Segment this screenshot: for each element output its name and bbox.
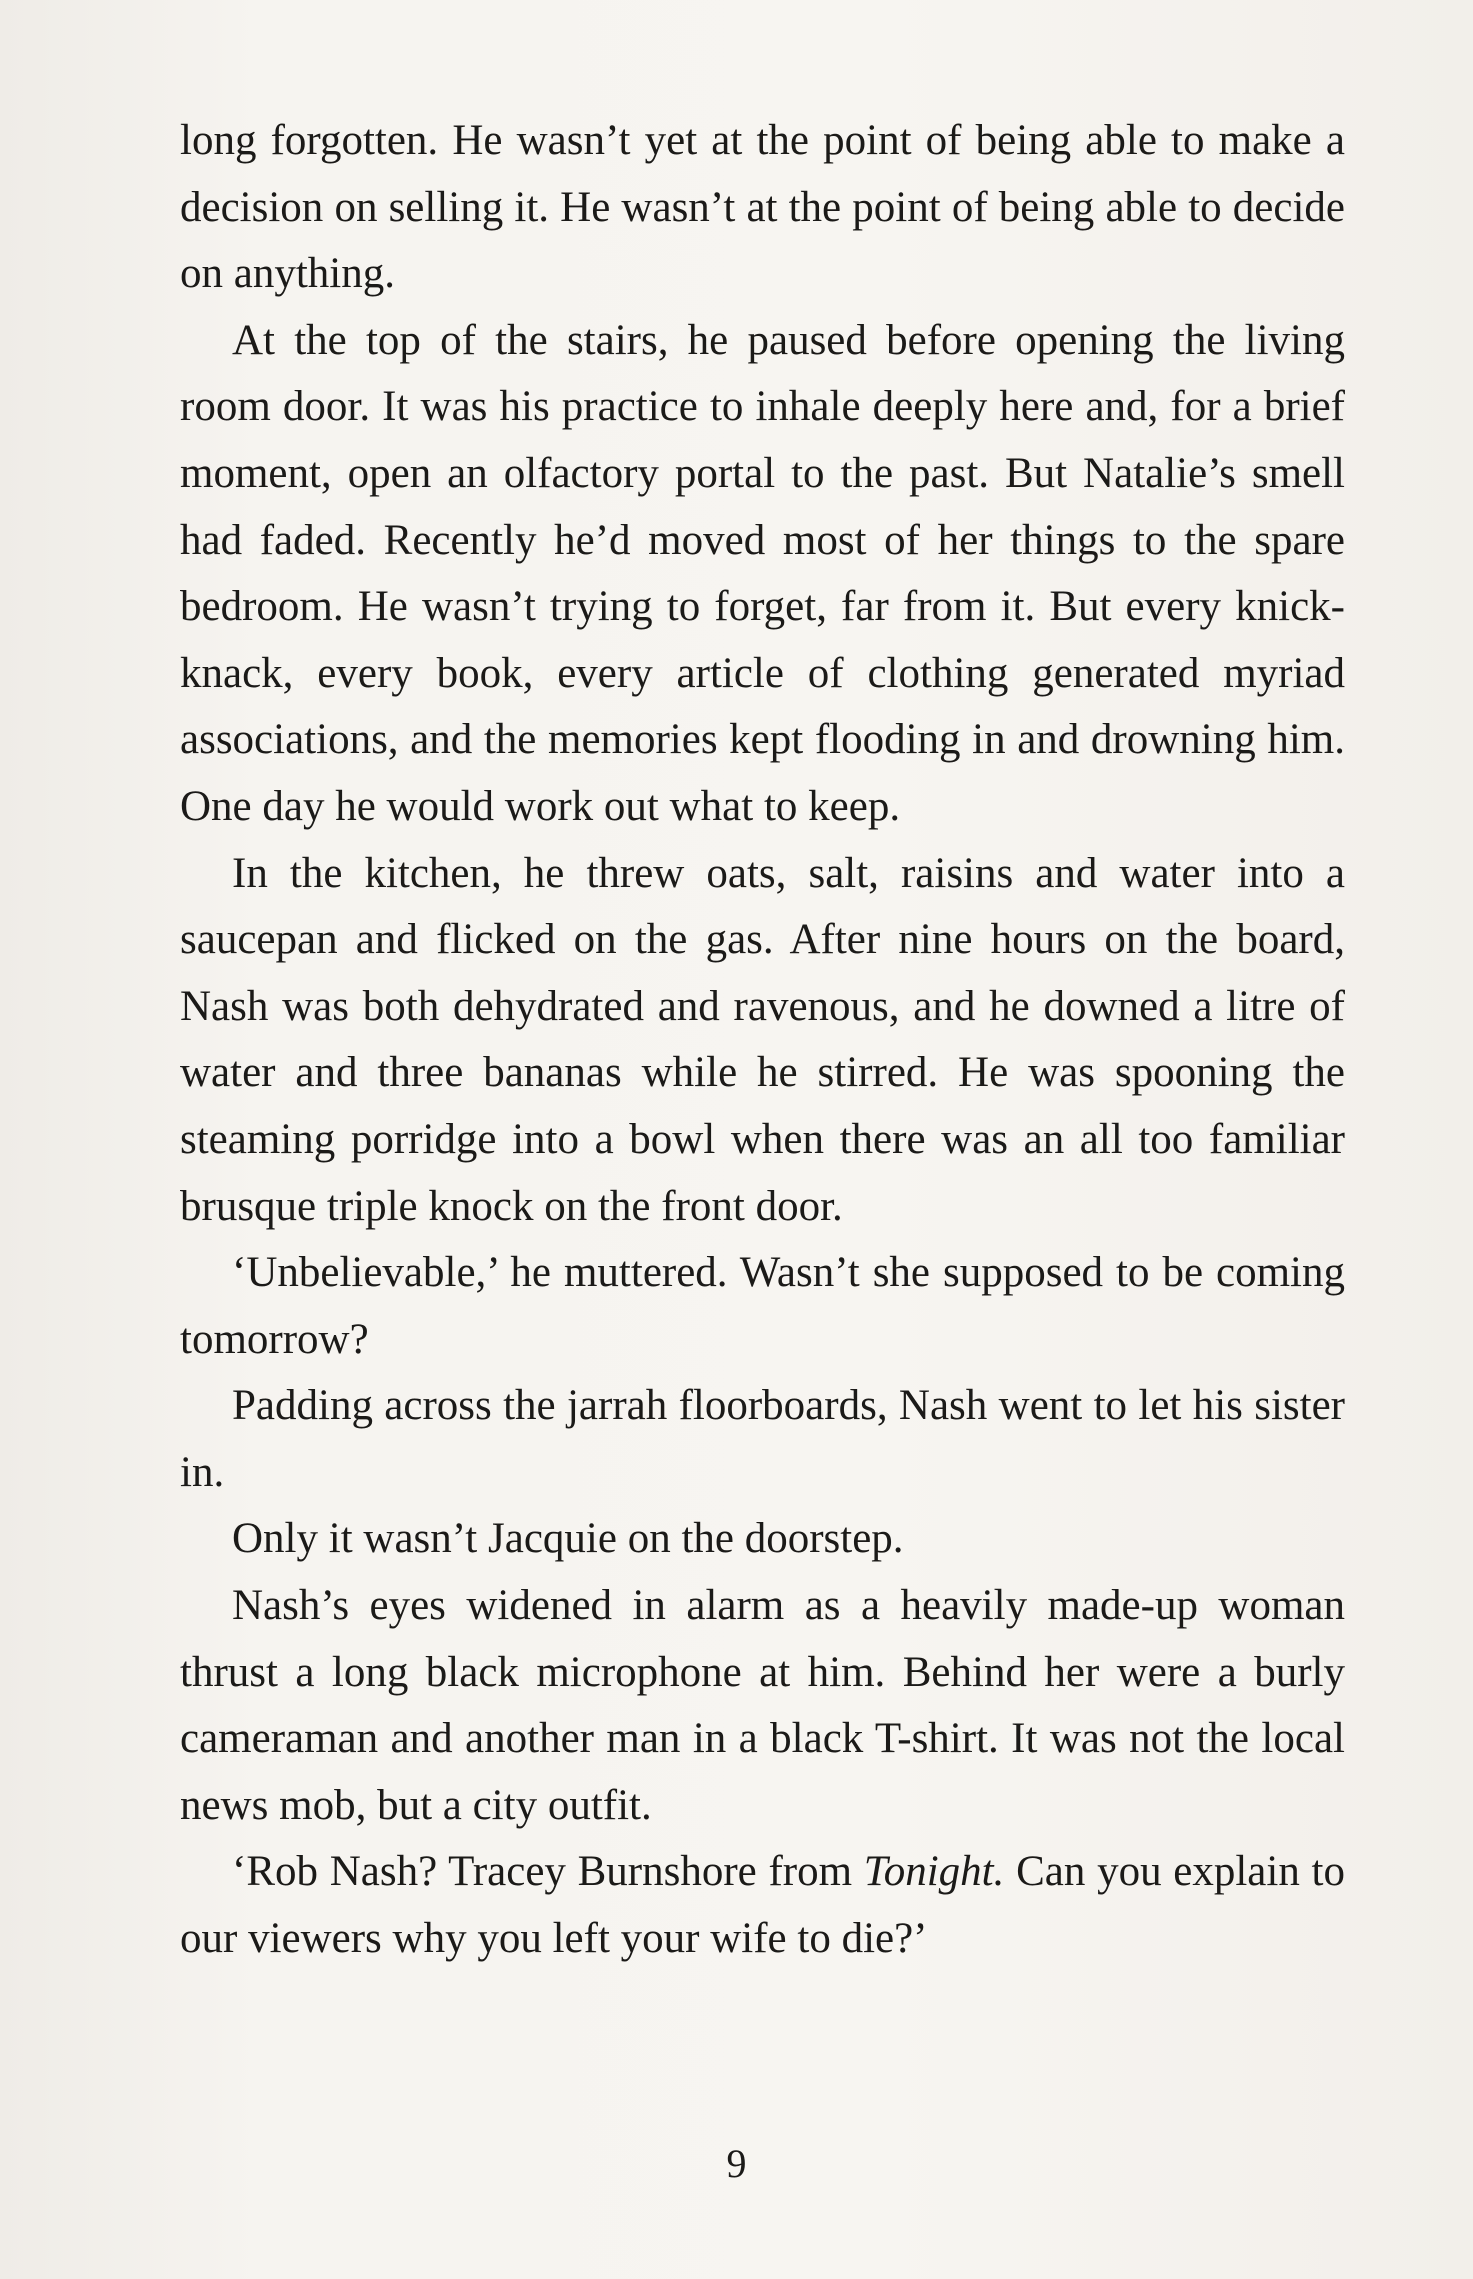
page-number: 9: [726, 2141, 747, 2186]
paragraph-8: [180, 1839, 1345, 1972]
body-text: [180, 108, 1345, 1973]
paragraph-8-start: ‘Rob Nash? Tracey Burnshore from: [232, 1848, 864, 1896]
paragraph-3: In the kitchen, he threw oats, salt, raisins and water into a saucepan and flicked on the gas. After nine hours on the board, Nash was both dehydrated and ravenous, and he downed a litre of water and three bananas while he stirred. He was spooning the steaming porridge into a bowl when there was an all too familiar brusque triple knock on the front door.: [180, 849, 1345, 1230]
paragraph-1: long forgotten. He wasn’t yet at the point of being able to make a decision on selling it. He wasn’t at the point of being able to decide on anything.: [180, 117, 1345, 298]
paragraph-2: At the top of the stairs, he paused before opening the living room door. It was his practice to inhale deeply here and, for a brief moment, open an olfactory portal to the past. But Natalie’s smell had faded. Recently he’d moved most of her things to the spare bedroom. He wasn’t trying to forget, far from it. But every knick-knack, every book, every article of clothing generated myriad associations, and the memories kept flooding in and drowning him. One day he would work out what to keep.: [180, 316, 1345, 830]
paragraph-6: Only it wasn’t Jacquie on the doorstep.: [232, 1515, 904, 1563]
paragraph-4: ‘Unbelievable,’ he muttered. Wasn’t she supposed to be coming tomorrow?: [180, 1249, 1345, 1363]
paragraph-7: Nash’s eyes widened in alarm as a heavily made-up woman thrust a long black microphone at him. Behind her were a burly cameraman and another man in a black T-shirt. It was not the local news mob, but a city outfit.: [180, 1582, 1345, 1829]
paragraph-5: Padding across the jarrah floorboards, Nash went to let his sister in.: [180, 1382, 1345, 1496]
paragraph-8-end: Can you explain to our viewers why you left your wife to die?’: [180, 1848, 1345, 1963]
show-title: Tonight.: [863, 1848, 1005, 1896]
